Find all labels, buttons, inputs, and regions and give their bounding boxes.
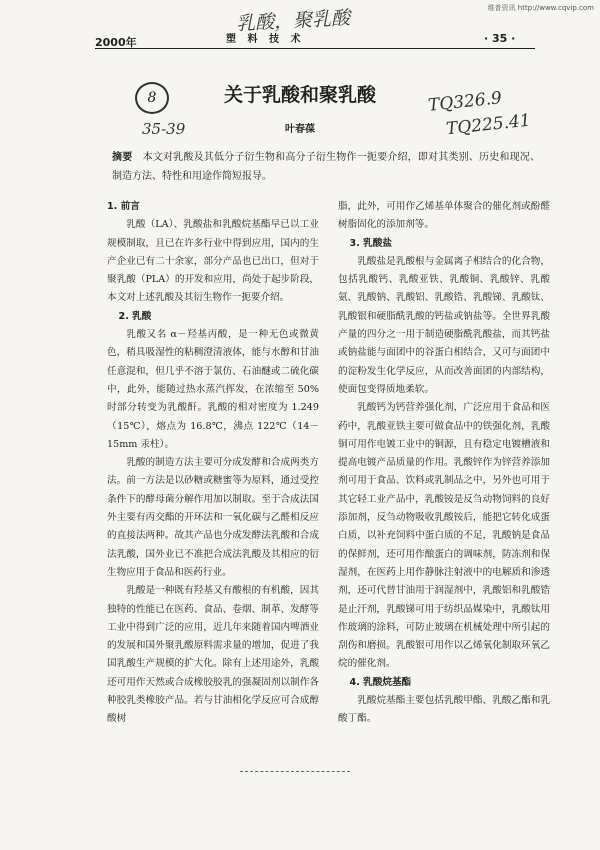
header-rule [95,48,535,49]
paragraph: 脂，此外，可用作乙烯基单体聚合的催化剂或酚醛树脂固化的添加剂等。 [338,201,550,231]
paragraph: 乳酸的制造方法主要可分成发酵和合成两类方法。前一方法是以砂糖或糖蜜等为原料，通过受控条件下的酵母菌分解作用加以制取。至于合成法国外主要有丙交酯的开环法和一氧化碳与乙醛相反应的直接法两种。故其产品也分成发酵法乳酸和合成法乳酸，国外业已不准把合成法乳酸及其相应的衍生物应用于食品和医药行业。 [107,457,319,578]
paragraph: 乳酸盐是乳酸根与金属离子相结合的化合物，包括乳酸钙、乳酸亚铁、乳酸铜、乳酸锌、乳酸氨、乳酸钠、乳酸铝、乳酸锆、乳酸锑、乳酸钛、乳酸银和硬脂酰乳酸的钙盐或钠盐等。全世界乳酸产量的四分之一用于制造硬脂酰乳酸盐，而其钙盐或钠盐能与面团中的谷蛋白相结合，又可与面团中的淀粉发生化学反应，从而改善面团的内部结构，使面包变得质地柔软。 [338,255,550,395]
paragraph: 乳酸是一种既有羟基又有酸根的有机酸，因其独特的性能已在医药、食品、卷烟、制革、发酵等工业中得到广泛的应用，近几年来随着国内啤酒业的发展和国外聚乳酸原料需求量的增加，促进了我国乳酸生产规模的扩大化。除有上述用途外，乳酸还可用作天然或合成橡胶胶乳的强凝固剂以制作各种胶乳类橡胶产品。若与甘油相化学反应可合成醇酸树 [107,585,319,725]
page-number: · 35 · [484,32,516,45]
section-heading-alkyl-lactates: 4. 乳酸烷基酯 [349,676,412,688]
paragraph: 乳酸又名 α－羟基丙酸，是一种无色或微黄色，稍具吸湿性的粘稠澄清液体，能与水醇和甘油任意混和，但几乎不溶于氯仿、石油醚或二硫化碳中，此外，能随过热水蒸汽挥发，在浓缩至 50% 时部分转变为乳酸酐。乳酸的相对密度为 1.249（15℃），熔点为 16.8℃，沸点 122℃（14－15mm 汞柱）。 [107,329,319,450]
footer-divider [240,771,350,772]
abstract [112,148,540,186]
watermark: 维普资讯 http://www.cqvip.com [487,4,594,12]
article-author: 叶春葆 [285,124,315,135]
section-heading-lactates: 3. 乳酸盐 [349,237,392,249]
handwritten-pages: 35-39 [142,120,186,138]
left-column [107,198,319,729]
right-column [338,198,550,729]
handwritten-class-code-1: TQ326.9 [427,88,503,116]
abstract-label: 摘要 [112,152,133,163]
article-title: 关于乳酸和聚乳酸 [223,84,376,106]
circled-number: 8 [135,82,169,114]
handwritten-class-code-2: TQ225.41 [445,110,532,140]
section-heading-intro: 1. 前言 [107,201,140,212]
paragraph: 乳酸烷基酯主要包括乳酸甲酯、乳酸乙酯和乳酸丁酯。 [338,695,550,725]
paragraph: 乳酸钙为钙营养强化剂，广泛应用于食品和医药中，乳酸亚铁主要可做食品中的铁强化剂，乳酸铜可用作电镀工业中的铜源，且有稳定电镀槽液和提高电镀产品质量的作用。乳酸锌作为锌营养添加剂可用于食品、饮料或乳制品之中，另外也可用于其它轻工业产品中，乳酸铵是反刍动物饲料的良好添加剂，反刍动物吸收乳酸铵后，能把它转化成蛋白质，以补充饲料中蛋白质的不足，乳酸钠是食品的保鲜剂，还可用作酿蛋白的调味剂，防冻剂和保湿剂，在医药上用作静脉注射液中的电解质和渗透剂，还可代替甘油用于润湿剂中，乳酸铝和乳酸锆是止汗剂，乳酸锑可用于纺织品媒染中，乳酸钛用作玻璃的涂料，可防止玻璃在机械处理中所引起的刮伤和磨损。乳酸银可用作以乙烯氧化制取环氧乙烷的催化剂。 [338,402,550,670]
paragraph: 乳酸（LA）、乳酸盐和乳酸烷基酯早已以工业规模制取，且已在许多行业中得到应用，国内的生产企业已有二十余家，部分产品也已出口，但对于聚乳酸（PLA）的开发和应用，尚处于起步阶段，本文对上述乳酸及其衍生物作一扼要介绍。 [107,219,319,304]
handwritten-keywords: 乳酸，聚乳酸 [235,7,351,35]
issue-year: 2000年 [95,36,137,49]
abstract-text: 本文对乳酸及其低分子衍生物和高分子衍生物作一扼要介绍，即对其类别、历史和现况、制造方法、特性和用途作简短报导。 [112,152,541,182]
section-heading-lactic-acid: 2. 乳酸 [118,310,152,322]
journal-name: 塑 料 技 术 [226,34,305,45]
